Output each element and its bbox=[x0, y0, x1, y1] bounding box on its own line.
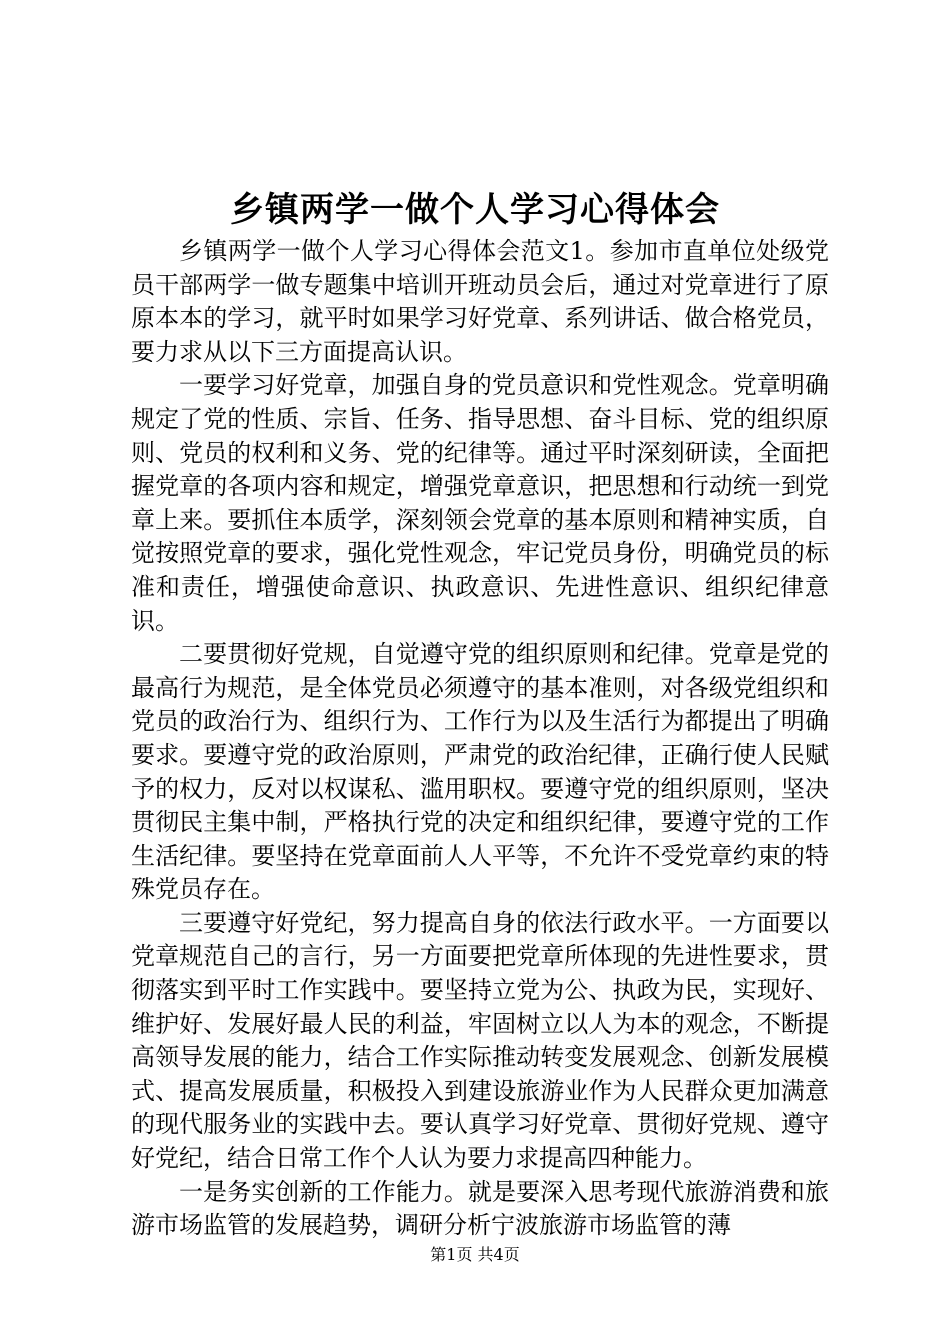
paragraph-3: 二要贯彻好党规，自觉遵守党的组织原则和纪律。党章是党的最高行为规范，是全体党员必须遵守的基本准则，对各级党组织和党员的政治行为、组织行为、工作行为以及生活行为都提出了明确要求。要遵守党的政治原则，严肃党的政治纪律，正确行使人民赋予的权力，反对以权谋私、滥用职权。要遵守党的组织原则，坚决贯彻民主集中制，严格执行党的决定和组织纪律，要遵守党的工作生活纪律。要坚持在党章面前人人平等，不允许不受党章约束的特殊党员存在。 bbox=[131, 640, 829, 904]
paragraph-1: 乡镇两学一做个人学习心得体会范文1。参加市直单位处级党员干部两学一做专题集中培训开班动员会后，通过对党章进行了原原本本的学习，就平时如果学习好党章、系列讲话、做合格党员，要力求从以下三方面提高认识。 bbox=[131, 237, 829, 366]
document-body bbox=[131, 235, 829, 1243]
paragraph-2: 一要学习好党章，加强自身的党员意识和党性观念。党章明确规定了党的性质、宗旨、任务、指导思想、奋斗目标、党的组织原则、党员的权利和义务、党的纪律等。通过平时深刻研读，全面把握党章的各项内容和规定，增强党章意识，把思想和行动统一到党章上来。要抓住本质学，深刻领会党章的基本原则和精神实质，自觉按照党章的要求，强化党性观念，牢记党员身份，明确党员的标准和责任，增强使命意识、执政意识、先进性意识、组织纪律意识。 bbox=[131, 371, 829, 635]
document-title: 乡镇两学一做个人学习心得体会 bbox=[230, 190, 720, 230]
page-number-footer: 第1页 共4页 bbox=[430, 1245, 520, 1264]
paragraph-4: 三要遵守好党纪，努力提高自身的依法行政水平。一方面要以党章规范自己的言行，另一方面要把党章所体现的先进性要求，贯彻落实到平时工作实践中。要坚持立党为公、执政为民，实现好、维护好、发展好最人民的利益，牢固树立以人为本的观念，不断提高领导发展的能力，结合工作实际推动转变发展观念、创新发展模式、提高发展质量，积极投入到建设旅游业作为人民群众更加满意的现代服务业的实践中去。要认真学习好党章、贯彻好党规、遵守好党纪，结合日常工作个人认为要力求提高四种能力。 bbox=[131, 908, 829, 1173]
paragraph-5: 一是务实创新的工作能力。就是要深入思考现代旅游消费和旅游市场监管的发展趋势，调研分析宁波旅游市场监管的薄 bbox=[131, 1177, 829, 1240]
